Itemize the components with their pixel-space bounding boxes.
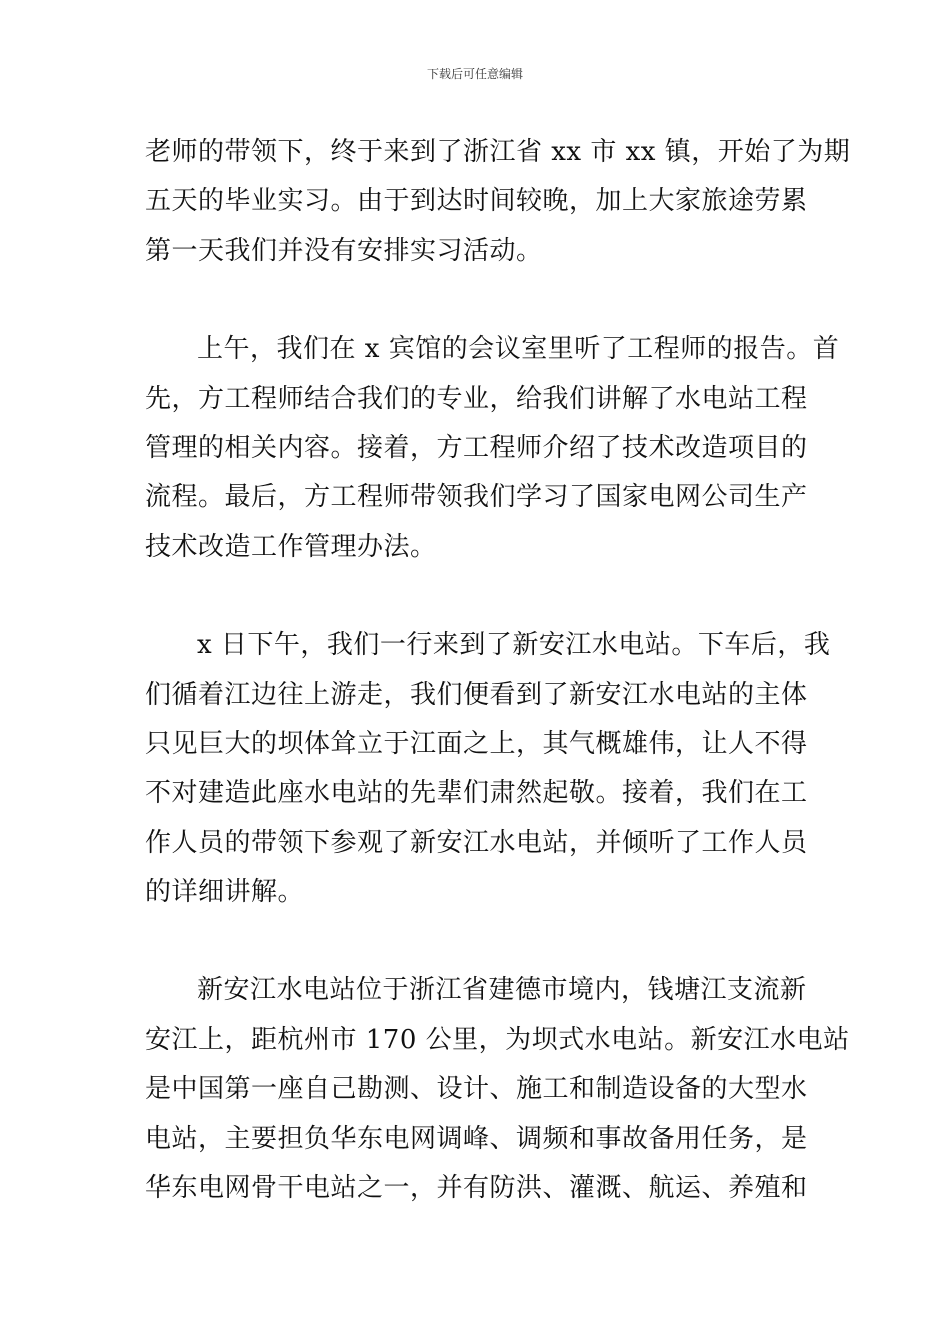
paragraph-line: 是中国第一座自己勘测、设计、施工和制造设备的大型水 [145, 1074, 808, 1105]
paragraph-line: 五天的毕业实习。由于到达时间较晚，加上大家旅途劳累 [145, 186, 808, 217]
paragraph-line: x 日下午，我们一行来到了新安江水电站。下车后，我 [197, 630, 831, 661]
paragraph-line: 只见巨大的坝体耸立于江面之上，其气概雄伟，让人不得 [145, 728, 808, 759]
paragraph-line: 安江上，距杭州市 170 公里，为坝式水电站。新安江水电站 [145, 1024, 850, 1055]
paragraph-line: 第一天我们并没有安排实习活动。 [145, 235, 543, 266]
document-body [145, 128, 851, 1213]
paragraph-1 [145, 128, 851, 276]
paragraph-line: 们循着江边往上游走，我们便看到了新安江水电站的主体 [145, 679, 808, 710]
paragraph-line: 的详细讲解。 [145, 877, 305, 908]
paragraph-line: 上午，我们在 x 宾馆的会议室里听了工程师的报告。首 [197, 334, 840, 365]
paragraph-line: 作人员的带领下参观了新安江水电站，并倾听了工作人员 [145, 827, 808, 858]
paragraph-line: 流程。最后，方工程师带领我们学习了国家电网公司生产 [145, 482, 808, 513]
paragraph-line: 华东电网骨干电站之一，并有防洪、灌溉、航运、养殖和 [145, 1173, 808, 1204]
paragraph-line: 先，方工程师结合我们的专业，给我们讲解了水电站工程 [145, 383, 808, 414]
page-header: 下载后可任意编辑 [426, 67, 523, 81]
paragraph-line: 老师的带领下，终于来到了浙江省 xx 市 xx 镇，开始了为期 [145, 137, 851, 167]
paragraph-3 [145, 621, 831, 917]
paragraph-4 [145, 966, 850, 1213]
paragraph-line: 电站，主要担负华东电网调峰、调频和事故备用任务，是 [145, 1123, 808, 1154]
paragraph-2 [145, 325, 840, 572]
paragraph-line: 管理的相关内容。接着，方工程师介绍了技术改造项目的 [145, 432, 808, 463]
paragraph-line: 新安江水电站位于浙江省建德市境内，钱塘江支流新 [197, 975, 807, 1006]
paragraph-line: 技术改造工作管理办法。 [145, 531, 437, 562]
paragraph-line: 不对建造此座水电站的先辈们肃然起敬。接着，我们在工 [145, 778, 808, 809]
